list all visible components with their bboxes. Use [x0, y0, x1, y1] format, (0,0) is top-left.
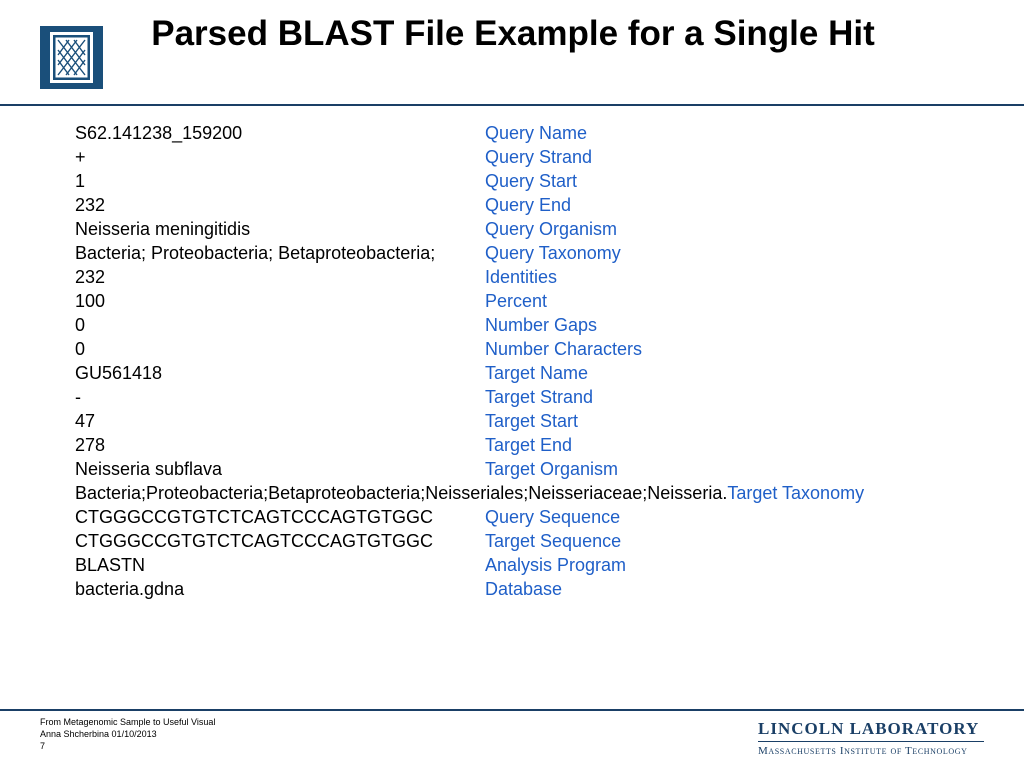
- title-divider: [0, 104, 1024, 106]
- list-item: [75, 145, 1015, 169]
- list-item: [75, 121, 1015, 145]
- list-item: [75, 217, 1015, 241]
- list-item: [75, 265, 1015, 289]
- field-label: Target Name: [485, 363, 589, 383]
- field-value: Neisseria meningitidis: [75, 219, 251, 239]
- list-item: [75, 169, 1015, 193]
- field-label: Identities: [485, 267, 558, 287]
- lincoln-laboratory-logo: [758, 718, 986, 758]
- field-label: Number Characters: [485, 339, 643, 359]
- field-label: Database: [485, 579, 563, 599]
- field-label: Target Start: [485, 411, 579, 431]
- field-label: Percent: [485, 291, 548, 311]
- field-value: -: [75, 387, 81, 407]
- list-item: [75, 337, 1015, 361]
- field-value: 278: [75, 435, 106, 455]
- field-label: Target Taxonomy: [727, 483, 865, 503]
- field-value: CTGGGCCGTGTCTCAGTCCCAGTGTGGC: [75, 531, 433, 551]
- blast-field-list: [75, 121, 1015, 601]
- field-value: Neisseria subflava: [75, 459, 223, 479]
- field-label: Query Sequence: [485, 507, 621, 527]
- field-value: Bacteria; Proteobacteria; Betaproteobacteria;: [75, 243, 436, 263]
- field-label: Target Organism: [485, 459, 619, 479]
- field-value: 232: [75, 195, 106, 215]
- list-item: [75, 409, 1015, 433]
- list-item: [75, 433, 1015, 457]
- field-label: Query Organism: [485, 219, 618, 239]
- field-value: 1: [75, 171, 86, 191]
- field-label: Target End: [485, 435, 573, 455]
- lab-subtitle: Massachusetts Institute of Technology: [758, 745, 968, 757]
- field-value: S62.141238_159200: [75, 123, 243, 143]
- field-value: 232: [75, 267, 106, 287]
- footer-divider: [0, 709, 1024, 711]
- field-value: 0: [75, 315, 86, 335]
- list-item: [75, 553, 1015, 577]
- field-value: bacteria.gdna: [75, 579, 185, 599]
- field-label: Query Strand: [485, 147, 593, 167]
- field-label: Analysis Program: [485, 555, 627, 575]
- field-label: Query End: [485, 195, 572, 215]
- list-item: [75, 577, 1015, 601]
- field-value: Bacteria;Proteobacteria;Betaproteobacteria;Neisseriales;Neisseriaceae;Neisseria.: [75, 483, 728, 503]
- list-item: [75, 505, 1015, 529]
- lab-name: LINCOLN LABORATORY: [758, 719, 980, 738]
- field-value: 0: [75, 339, 86, 359]
- list-item: [75, 481, 1015, 505]
- list-item: [75, 529, 1015, 553]
- field-label: Query Taxonomy: [485, 243, 621, 263]
- field-value: CTGGGCCGTGTCTCAGTCCCAGTGTGGC: [75, 507, 433, 527]
- field-value: 47: [75, 411, 96, 431]
- list-item: [75, 313, 1015, 337]
- list-item: [75, 193, 1015, 217]
- list-item: [75, 385, 1015, 409]
- footer-author-date: Anna Shcherbina 01/10/2013: [40, 729, 157, 739]
- field-label: Query Name: [485, 123, 588, 143]
- list-item: [75, 457, 1015, 481]
- field-label: Number Gaps: [485, 315, 598, 335]
- list-item: [75, 241, 1015, 265]
- lab-logo-divider: [758, 741, 984, 742]
- page-title: Parsed BLAST File Example for a Single Hit: [151, 14, 875, 53]
- field-value: +: [75, 147, 86, 167]
- field-label: Target Strand: [485, 387, 594, 407]
- mit-ll-shield-icon: [40, 26, 103, 89]
- list-item: [75, 361, 1015, 385]
- field-label: Query Start: [485, 171, 578, 191]
- footer-presentation-title: From Metagenomic Sample to Useful Visual: [40, 717, 216, 727]
- footer-info: [40, 716, 215, 752]
- field-label: Target Sequence: [485, 531, 622, 551]
- page-number: 7: [40, 741, 46, 751]
- field-value: 100: [75, 291, 106, 311]
- field-value: BLASTN: [75, 555, 146, 575]
- list-item: [75, 289, 1015, 313]
- field-value: GU561418: [75, 363, 163, 383]
